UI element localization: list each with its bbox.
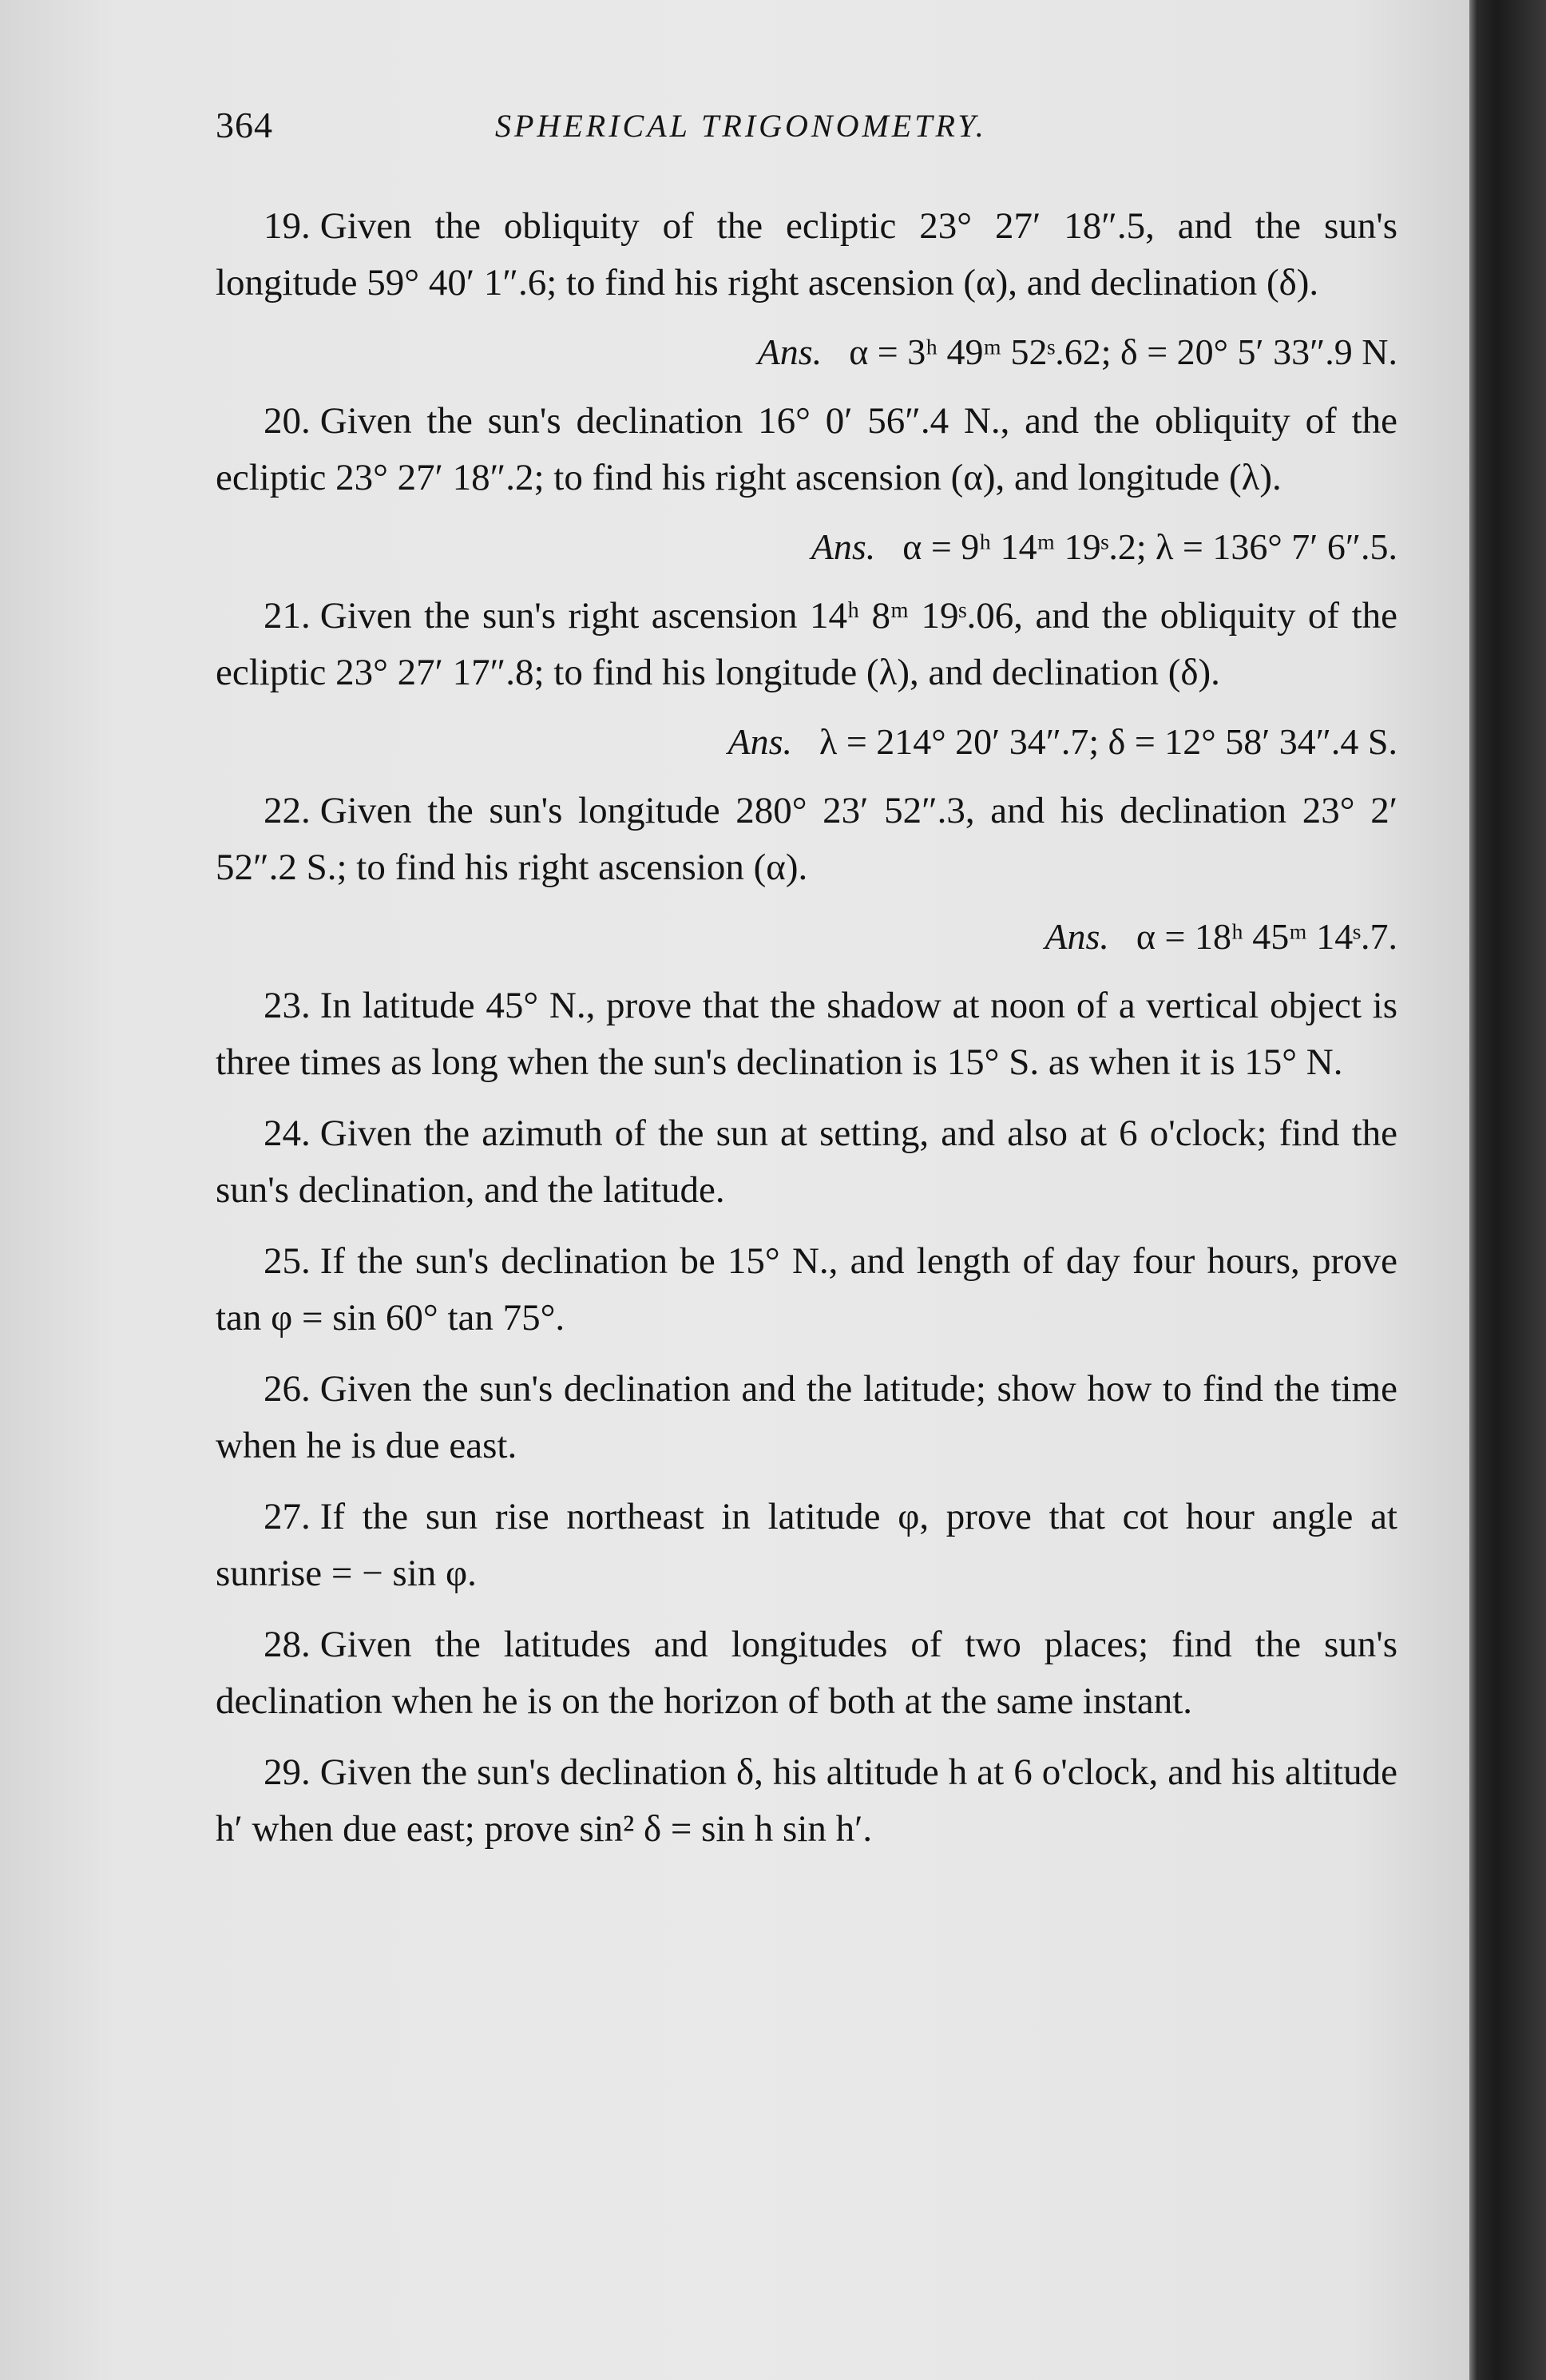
answer-text: λ = 214° 20′ 34″.7; δ = 12° 58′ 34″.4 S. <box>819 721 1397 762</box>
problem-21 <box>216 588 1397 701</box>
answer-21 <box>216 716 1397 768</box>
problem-number: 23. <box>264 985 311 1026</box>
problem-text: Given the obliquity of the ecliptic 23° 27′ 18″.5, and the sun's longitude 59° 40′ 1″.6; to find his right ascension (α), and declination (δ). <box>216 205 1397 303</box>
problem-text: If the sun's declination be 15° N., and length of day four hours, prove tan φ = sin 60° tan 75°. <box>216 1240 1397 1339</box>
problem-26 <box>216 1361 1397 1474</box>
problem-number: 29. <box>264 1751 311 1793</box>
answer-label: Ans. <box>727 721 793 762</box>
answer-label: Ans. <box>1045 916 1109 957</box>
problem-number: 19. <box>264 205 311 247</box>
problem-text: Given the sun's longitude 280° 23′ 52″.3, and his declination 23° 2′ 52″.2 S.; to find his right ascension (α). <box>216 790 1397 888</box>
problem-number: 26. <box>264 1368 311 1410</box>
problem-22 <box>216 783 1397 896</box>
problem-20 <box>216 393 1397 506</box>
problem-text: Given the sun's declination and the latitude; show how to find the time when he is due east. <box>216 1368 1397 1466</box>
book-spine-edge <box>1469 0 1546 2380</box>
problem-24 <box>216 1105 1397 1219</box>
page-number: 364 <box>216 105 273 145</box>
problem-number: 24. <box>264 1113 311 1154</box>
problem-27 <box>216 1489 1397 1602</box>
problem-text: If the sun rise northeast in latitude φ, prove that cot hour angle at sunrise = − sin φ. <box>216 1496 1397 1594</box>
problem-text: Given the azimuth of the sun at setting, and also at 6 o'clock; find the sun's declination, and the latitude. <box>216 1113 1397 1211</box>
running-title: SPHERICAL TRIGONOMETRY. <box>495 108 987 144</box>
problem-25 <box>216 1233 1397 1347</box>
answer-20 <box>216 521 1397 573</box>
answer-text: α = 3ʰ 49ᵐ 52ˢ.62; δ = 20° 5′ 33″.9 N. <box>849 331 1397 372</box>
problem-number: 21. <box>264 595 311 637</box>
problem-list <box>216 198 1397 1872</box>
problem-text: Given the sun's declination δ, his altitude h at 6 o'clock, and his altitude h′ when due east; prove sin² δ = sin h sin h′. <box>216 1751 1397 1850</box>
problem-number: 28. <box>264 1624 311 1665</box>
problem-19 <box>216 198 1397 311</box>
problem-29 <box>216 1744 1397 1858</box>
problem-number: 27. <box>264 1496 311 1537</box>
problem-28 <box>216 1616 1397 1730</box>
problem-text: Given the sun's declination 16° 0′ 56″.4 N., and the obliquity of the ecliptic 23° 27′ 18″.2; to find his right ascension (α), and longitude (λ). <box>216 400 1397 498</box>
problem-number: 20. <box>264 400 311 442</box>
problem-text: In latitude 45° N., prove that the shadow at noon of a vertical object is three times as long when the sun's declination is 15° S. as when it is 15° N. <box>216 985 1397 1083</box>
answer-22 <box>216 910 1397 963</box>
answer-19 <box>216 326 1397 379</box>
problem-text: Given the latitudes and longitudes of two places; find the sun's declination when he is on the horizon of both at the same instant. <box>216 1624 1397 1722</box>
answer-label: Ans. <box>811 526 876 567</box>
page-header <box>216 104 1413 152</box>
problem-text: Given the sun's right ascension 14ʰ 8ᵐ 19ˢ.06, and the obliquity of the ecliptic 23° 27′ 17″.8; to find his longitude (λ), and declination (δ). <box>216 595 1397 693</box>
answer-text: α = 18ʰ 45ᵐ 14ˢ.7. <box>1136 916 1397 957</box>
answer-text: α = 9ʰ 14ᵐ 19ˢ.2; λ = 136° 7′ 6″.5. <box>902 526 1397 567</box>
problem-23 <box>216 978 1397 1091</box>
problem-number: 22. <box>264 790 311 831</box>
problem-number: 25. <box>264 1240 311 1282</box>
answer-label: Ans. <box>757 331 823 372</box>
